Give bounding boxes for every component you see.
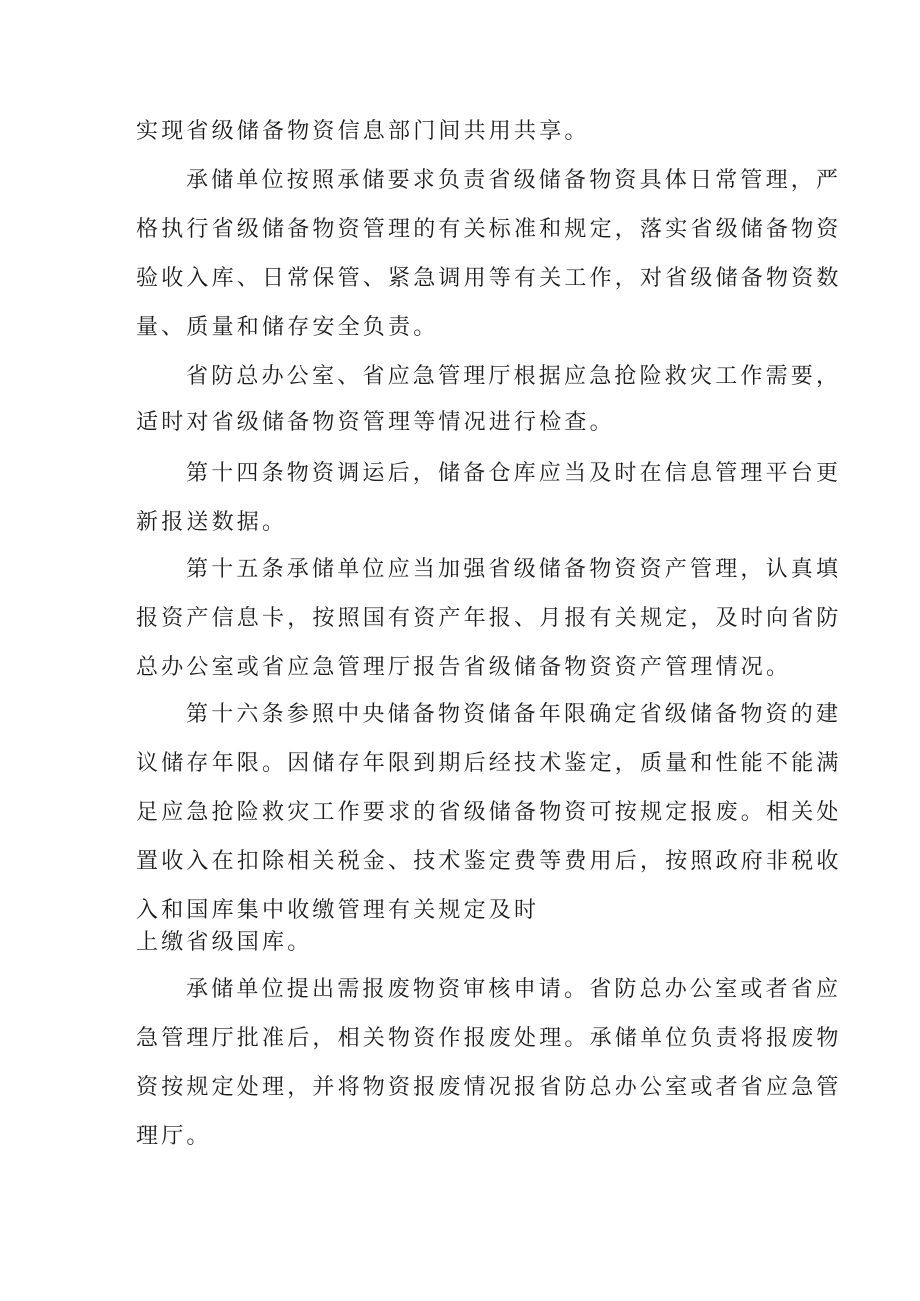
text-line: 上缴省级国库。 <box>136 930 313 955</box>
text-line: 急管理厅批准后，相关物资作报废处理。承储单位负责将报废物 <box>136 1026 842 1051</box>
text-line: 验收入库、日常保管、紧急调用等有关工作，对省级储备物资数 <box>136 266 842 291</box>
text-line: 量、质量和储存安全负责。 <box>136 315 439 340</box>
text-line: 置收入在扣除相关税金、技术鉴定费等费用后，按照政府非税收 <box>136 849 842 874</box>
text-line: 资按规定处理，并将物资报废情况报省防总办公室或者省应急管 <box>136 1075 842 1100</box>
text-line: 理厅。 <box>136 1124 212 1149</box>
text-line: 议储存年限。因储存年限到期后经技术鉴定，质量和性能不能满 <box>136 751 842 776</box>
paragraph-first-line: 第十五条承储单位应当加强省级储备物资资产管理，认真填 <box>186 557 842 582</box>
text-line: 实现省级储备物资信息部门间共用共享。 <box>136 119 590 144</box>
paragraph-first-line: 第十六条参照中央储备物资储备年限确定省级储备物资的建 <box>186 702 842 727</box>
text-line: 报资产信息卡，按照国有资产年报、月报有关规定，及时向省防 <box>136 606 842 631</box>
text-line: 适时对省级储备物资管理等情况进行检查。 <box>136 410 615 435</box>
paragraph-first-line: 承储单位按照承储要求负责省级储备物资具体日常管理，严 <box>186 168 842 193</box>
text-line: 格执行省级储备物资管理的有关标准和规定，落实省级储备物资 <box>136 217 842 242</box>
paragraph-first-line: 第十四条物资调运后，储备仓库应当及时在信息管理平台更 <box>186 461 842 486</box>
text-line: 总办公室或省应急管理厅报告省级储备物资资产管理情况。 <box>136 655 792 680</box>
paragraph-first-line: 省防总办公室、省应急管理厅根据应急抢险救灾工作需要， <box>186 364 842 389</box>
text-line: 新报送数据。 <box>136 510 288 535</box>
paragraph-first-line: 承储单位提出需报废物资审核申请。省防总办公室或者省应 <box>186 977 842 1002</box>
text-line: 足应急抢险救灾工作要求的省级储备物资可按规定报废。相关处 <box>136 800 842 825</box>
text-line: 入和国库集中收缴管理有关规定及时 <box>136 898 540 923</box>
